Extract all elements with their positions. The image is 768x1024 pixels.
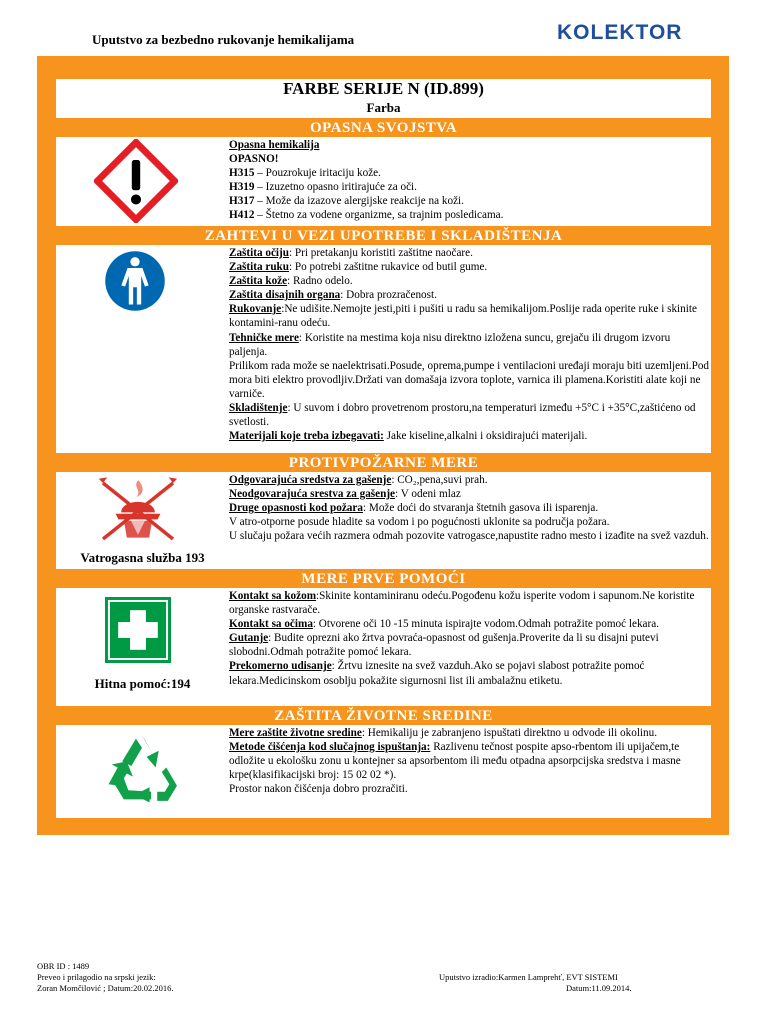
hazard-signal: OPASNO! bbox=[229, 153, 279, 166]
first-aid-text: :Skinite kontaminiranu odeću.Pogođenu kožu isperite vodom i sapunom.Ne koristite organske rastvarače. bbox=[229, 590, 695, 617]
environment-text: Prostor nakon čišćenja dobro prozračiti. bbox=[229, 783, 408, 796]
fire-text: : Može doći do stvaranja štetnih gasova ili isparenja. bbox=[362, 502, 599, 515]
section-title-fire: PROTIVPOŽARNE MERE bbox=[288, 455, 479, 471]
hazard-code: H319 bbox=[229, 181, 255, 194]
kolektor-logo: KOLEKTOR bbox=[557, 21, 683, 44]
hazard-text: – Pouzrokuje iritaciju kože. bbox=[254, 167, 381, 180]
storage-text: : Radno odelo. bbox=[287, 275, 353, 288]
fire-text: : V odeni mlaz bbox=[395, 488, 461, 501]
hazard-code: H317 bbox=[229, 195, 255, 208]
first-aid-cross-icon bbox=[105, 597, 171, 663]
first-aid-text: : Budite oprezni ako žrtva povraća-opasnost od gušenja.Proverite da li su disajni putevi slobodni.Odmah potražite pomoć lekara. bbox=[229, 632, 659, 659]
section-title-environment: ZAŠTITA ŽIVOTNE SREDINE bbox=[274, 708, 493, 724]
footer-translated-by: Preveo i prilagodio na srpski jezik: bbox=[37, 972, 156, 982]
product-type: Farba bbox=[366, 100, 401, 115]
environment-label: Metode čišćenja kod slučajnog ispuštanja: bbox=[229, 741, 431, 754]
storage-label: Materijali koje treba izbegavati: bbox=[229, 430, 384, 443]
section-title-hazard: OPASNA SVOJSTVA bbox=[309, 120, 458, 136]
storage-label: Tehničke mere bbox=[229, 331, 299, 344]
storage-text: : Dobra prozračenost. bbox=[340, 289, 437, 302]
section-title-storage: ZAHTEVI U VEZI UPOTREBE I SKLADIŠTENJA bbox=[204, 228, 563, 244]
product-name: FARBE SERIJE N (ID.899) bbox=[283, 79, 484, 98]
hazard-text: – Može da izazove alergijske reakcije na koži. bbox=[254, 195, 464, 208]
hazard-content bbox=[229, 138, 709, 223]
ghs-exclamation-icon bbox=[94, 139, 178, 223]
recycle-icon bbox=[104, 731, 180, 807]
fire-label: Druge opasnosti kod požara bbox=[229, 502, 363, 515]
first-aid-label: Kontakt sa očima bbox=[229, 618, 313, 631]
first-aid-label: Prekomerno udisanje bbox=[229, 660, 332, 673]
first-aid-text: : Žrtvu iznesite na svež vazduh.Ako se pojavi slabost potražite pomoć lekara.Medicinskom osoblju pokažite sigurnosni list ili ambalažnu etiketu. bbox=[229, 660, 645, 687]
footer-prepared-date: Datum:11.09.2014. bbox=[566, 983, 632, 993]
hazard-text: – Izuzetno opasno iritirajuće za oči. bbox=[254, 181, 417, 194]
storage-label: Zaštita očiju bbox=[229, 247, 289, 259]
storage-label: Rukovanje bbox=[229, 303, 282, 316]
hazard-head: Opasna hemikalija bbox=[229, 139, 320, 151]
first-aid-label: Gutanje bbox=[229, 632, 269, 645]
fire-text: V atro-otporne posude hladite sa vodom i po pogućnosti uklonite sa područja požara. bbox=[229, 516, 610, 529]
storage-label: Zaštita disajnih organa bbox=[229, 289, 341, 302]
storage-content bbox=[229, 246, 709, 443]
storage-text: : Po potrebi zaštitne rukavice od butil gume. bbox=[289, 261, 488, 274]
fire-service-caption: Vatrogasna služba 193 bbox=[80, 550, 205, 565]
environment-text: Razlivenu tečnost pospite apso-rbentom ili upijačem,te odložite u ekološku zonu u kontejner sa apsorbentom ili među otpadna apsorpcijska sredstva i masne krpe(klasifikacijski broj: 15 02 02 *). bbox=[229, 741, 681, 782]
storage-text: : U suvom i dobro provetrenom prostoru,na temperaturi između +5°C i +35°C,zaštićeno od svetlosti. bbox=[229, 402, 696, 429]
storage-text: Prilikom rada može se naelektrisati.Posude, oprema,pumpe i ventilacioni uređaji moraju biti uzemljeni.Pod mora biti elektro provodljiv.Držati van domašaja izvora toplote, varnica ili plamena.Koristiti alate koji ne varniče. bbox=[229, 359, 710, 400]
fire-label: Odgovarajuća sredstva za gašenje bbox=[229, 474, 392, 486]
fire-label: Neodgovarajuća srestva za gašenje bbox=[229, 488, 396, 501]
hazard-text: – Štetno za vodene organizme, sa trajnim posledicama. bbox=[254, 209, 504, 222]
storage-text: :Ne udišite.Nemojte jesti,piti i pušiti u radu sa hemikalijom.Poslije rada operite ruke i skinite kontamini-ranu odeću. bbox=[229, 303, 697, 330]
footer-obr-id: OBR ID : 1489 bbox=[37, 961, 90, 971]
fire-content bbox=[229, 473, 709, 543]
ambulance-caption: Hitna pomoć:194 bbox=[94, 676, 191, 691]
environment-content bbox=[229, 726, 709, 796]
hazard-code: H315 bbox=[229, 167, 255, 180]
footer-translator: Zoran Momčilović ; Datum:20.02.2016. bbox=[37, 983, 174, 993]
storage-text: : Pri pretakanju koristiti zaštitne naočare. bbox=[288, 247, 473, 259]
storage-text: : Koristite na mestima koja nisu direktno izložena suncu, grejaču ili drugom izvoru paljenja. bbox=[229, 331, 671, 358]
first-aid-content bbox=[229, 589, 709, 688]
section-title-first-aid: MERE PRVE POMOĆI bbox=[301, 571, 466, 587]
storage-text: Jake kiseline,alkalni i oksidirajući materijali. bbox=[383, 430, 588, 443]
storage-label: Skladištenje bbox=[229, 402, 288, 415]
firefighter-emblem-icon bbox=[96, 476, 180, 546]
footer-prepared-by: Uputstvo izradio:Karmen Lamprehť, EVT SISTEMI bbox=[439, 972, 618, 982]
storage-label: Zaštita ruku bbox=[229, 261, 289, 274]
fire-text: U slučaju požara većih razmera odmah pozovite vatrogasce,napustite radno mesto i izađite na svež vazduh. bbox=[229, 530, 709, 543]
first-aid-label: Kontakt sa kožom bbox=[229, 590, 317, 602]
protective-clothing-icon bbox=[104, 250, 166, 312]
document-title: Uputstvo za bezbedno rukovanje hemikalijama bbox=[92, 32, 355, 47]
storage-label: Zaštita kože bbox=[229, 275, 288, 288]
fire-text: : CO₂,pena,suvi prah. bbox=[391, 474, 488, 486]
first-aid-text: : Otvorene oči 10 -15 minuta ispirajte vodom.Odmah potražite pomoć lekara. bbox=[312, 618, 659, 631]
environment-label: Mere zaštite životne sredine bbox=[229, 727, 362, 739]
environment-text: : Hemikaliju je zabranjeno ispuštati direktno u odvode ili okolinu. bbox=[361, 727, 658, 739]
hazard-code: H412 bbox=[229, 209, 255, 222]
